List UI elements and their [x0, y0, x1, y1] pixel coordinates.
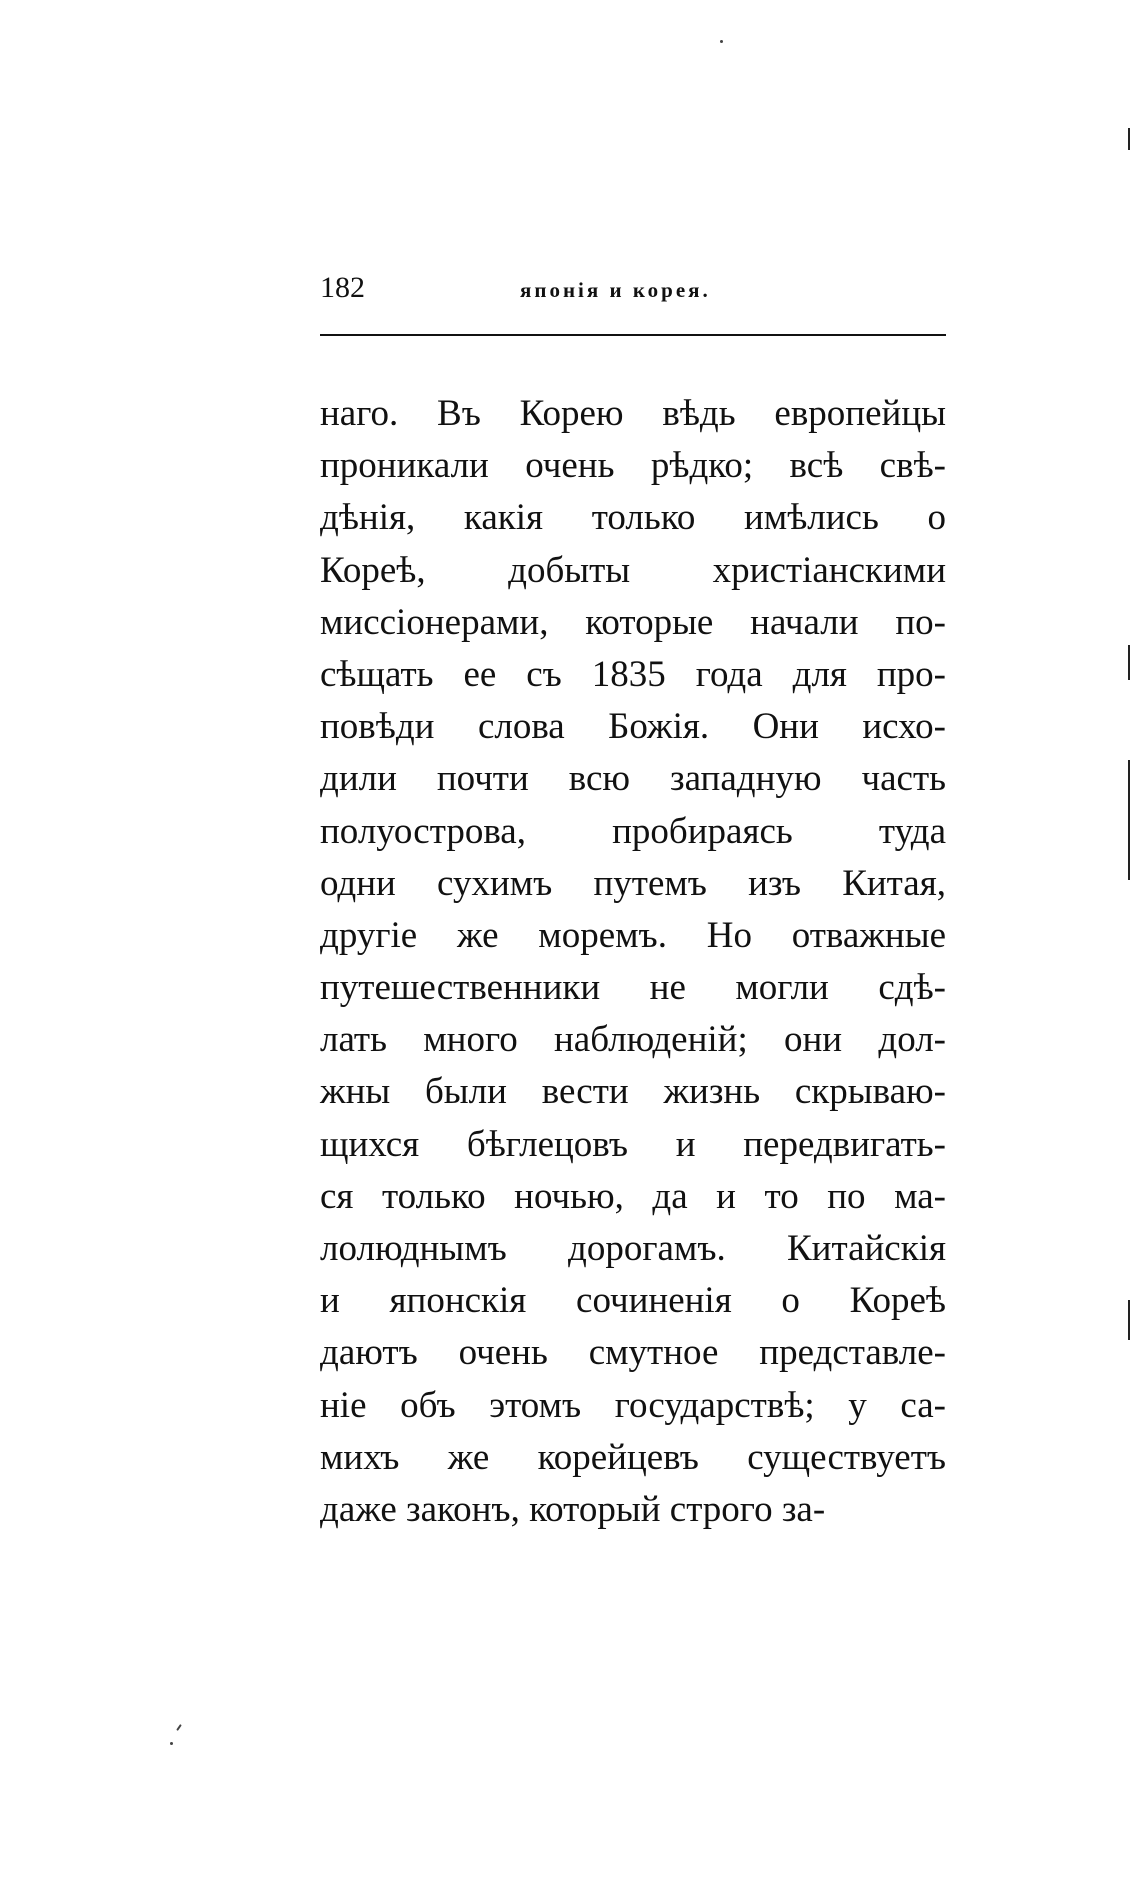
text-line: проникали очень рѣдко; всѣ свѣ-: [320, 445, 946, 487]
text-line: миссіонерами, которые начали по-: [320, 601, 946, 643]
scan-edge-mark: [1128, 760, 1130, 880]
scan-speck: [176, 1724, 182, 1731]
scan-speck: [720, 40, 723, 43]
text-line: щихся бѣглецовъ и передвигать-: [320, 1123, 946, 1165]
text-line: повѣди слова Божія. Они исхо-: [320, 706, 946, 748]
scan-speck: [170, 1742, 173, 1745]
text-line: и японскія сочиненія о Кореѣ: [320, 1280, 946, 1322]
text-line: лолюднымъ дорогамъ. Китайскія: [320, 1228, 946, 1269]
page-number: 182: [320, 271, 365, 304]
scan-edge-mark: [1128, 128, 1130, 150]
text-line: путешественники не могли сдѣ-: [320, 967, 946, 1009]
header-rule: [320, 334, 946, 336]
text-line: Кореѣ, добыты христіанскими: [320, 549, 946, 591]
text-line: даже законъ, который строго за-: [320, 1488, 826, 1530]
text-line: михъ же корейцевъ существуетъ: [320, 1436, 946, 1478]
text-line: наго. Въ Корею вѣдь европейцы: [320, 393, 946, 434]
text-line: дѣнія, какія только имѣлись о: [320, 497, 946, 539]
text-line: сѣщать ее съ 1835 года для про-: [320, 653, 946, 695]
page-header: [320, 268, 946, 312]
scan-edge-mark: [1128, 645, 1130, 680]
running-head: японія и корея.: [520, 278, 711, 302]
text-line: дили почти всю западную часть: [320, 758, 946, 800]
text-line: ся только ночью, да и то по ма-: [320, 1175, 946, 1217]
text-line: даютъ очень смутное представле-: [320, 1332, 946, 1374]
text-line: лать много наблюденій; они дол-: [320, 1019, 946, 1061]
text-line: одни сухимъ путемъ изъ Китая,: [320, 862, 946, 904]
scan-edge-mark: [1128, 1300, 1130, 1340]
text-line: жны были вести жизнь скрываю-: [320, 1071, 946, 1113]
body-text: [320, 388, 946, 1536]
text-line: другіе же моремъ. Но отважные: [320, 914, 946, 956]
text-line: ніе объ этомъ государствѣ; у са-: [320, 1384, 946, 1426]
text-line: полуострова, пробираясь туда: [320, 810, 946, 852]
